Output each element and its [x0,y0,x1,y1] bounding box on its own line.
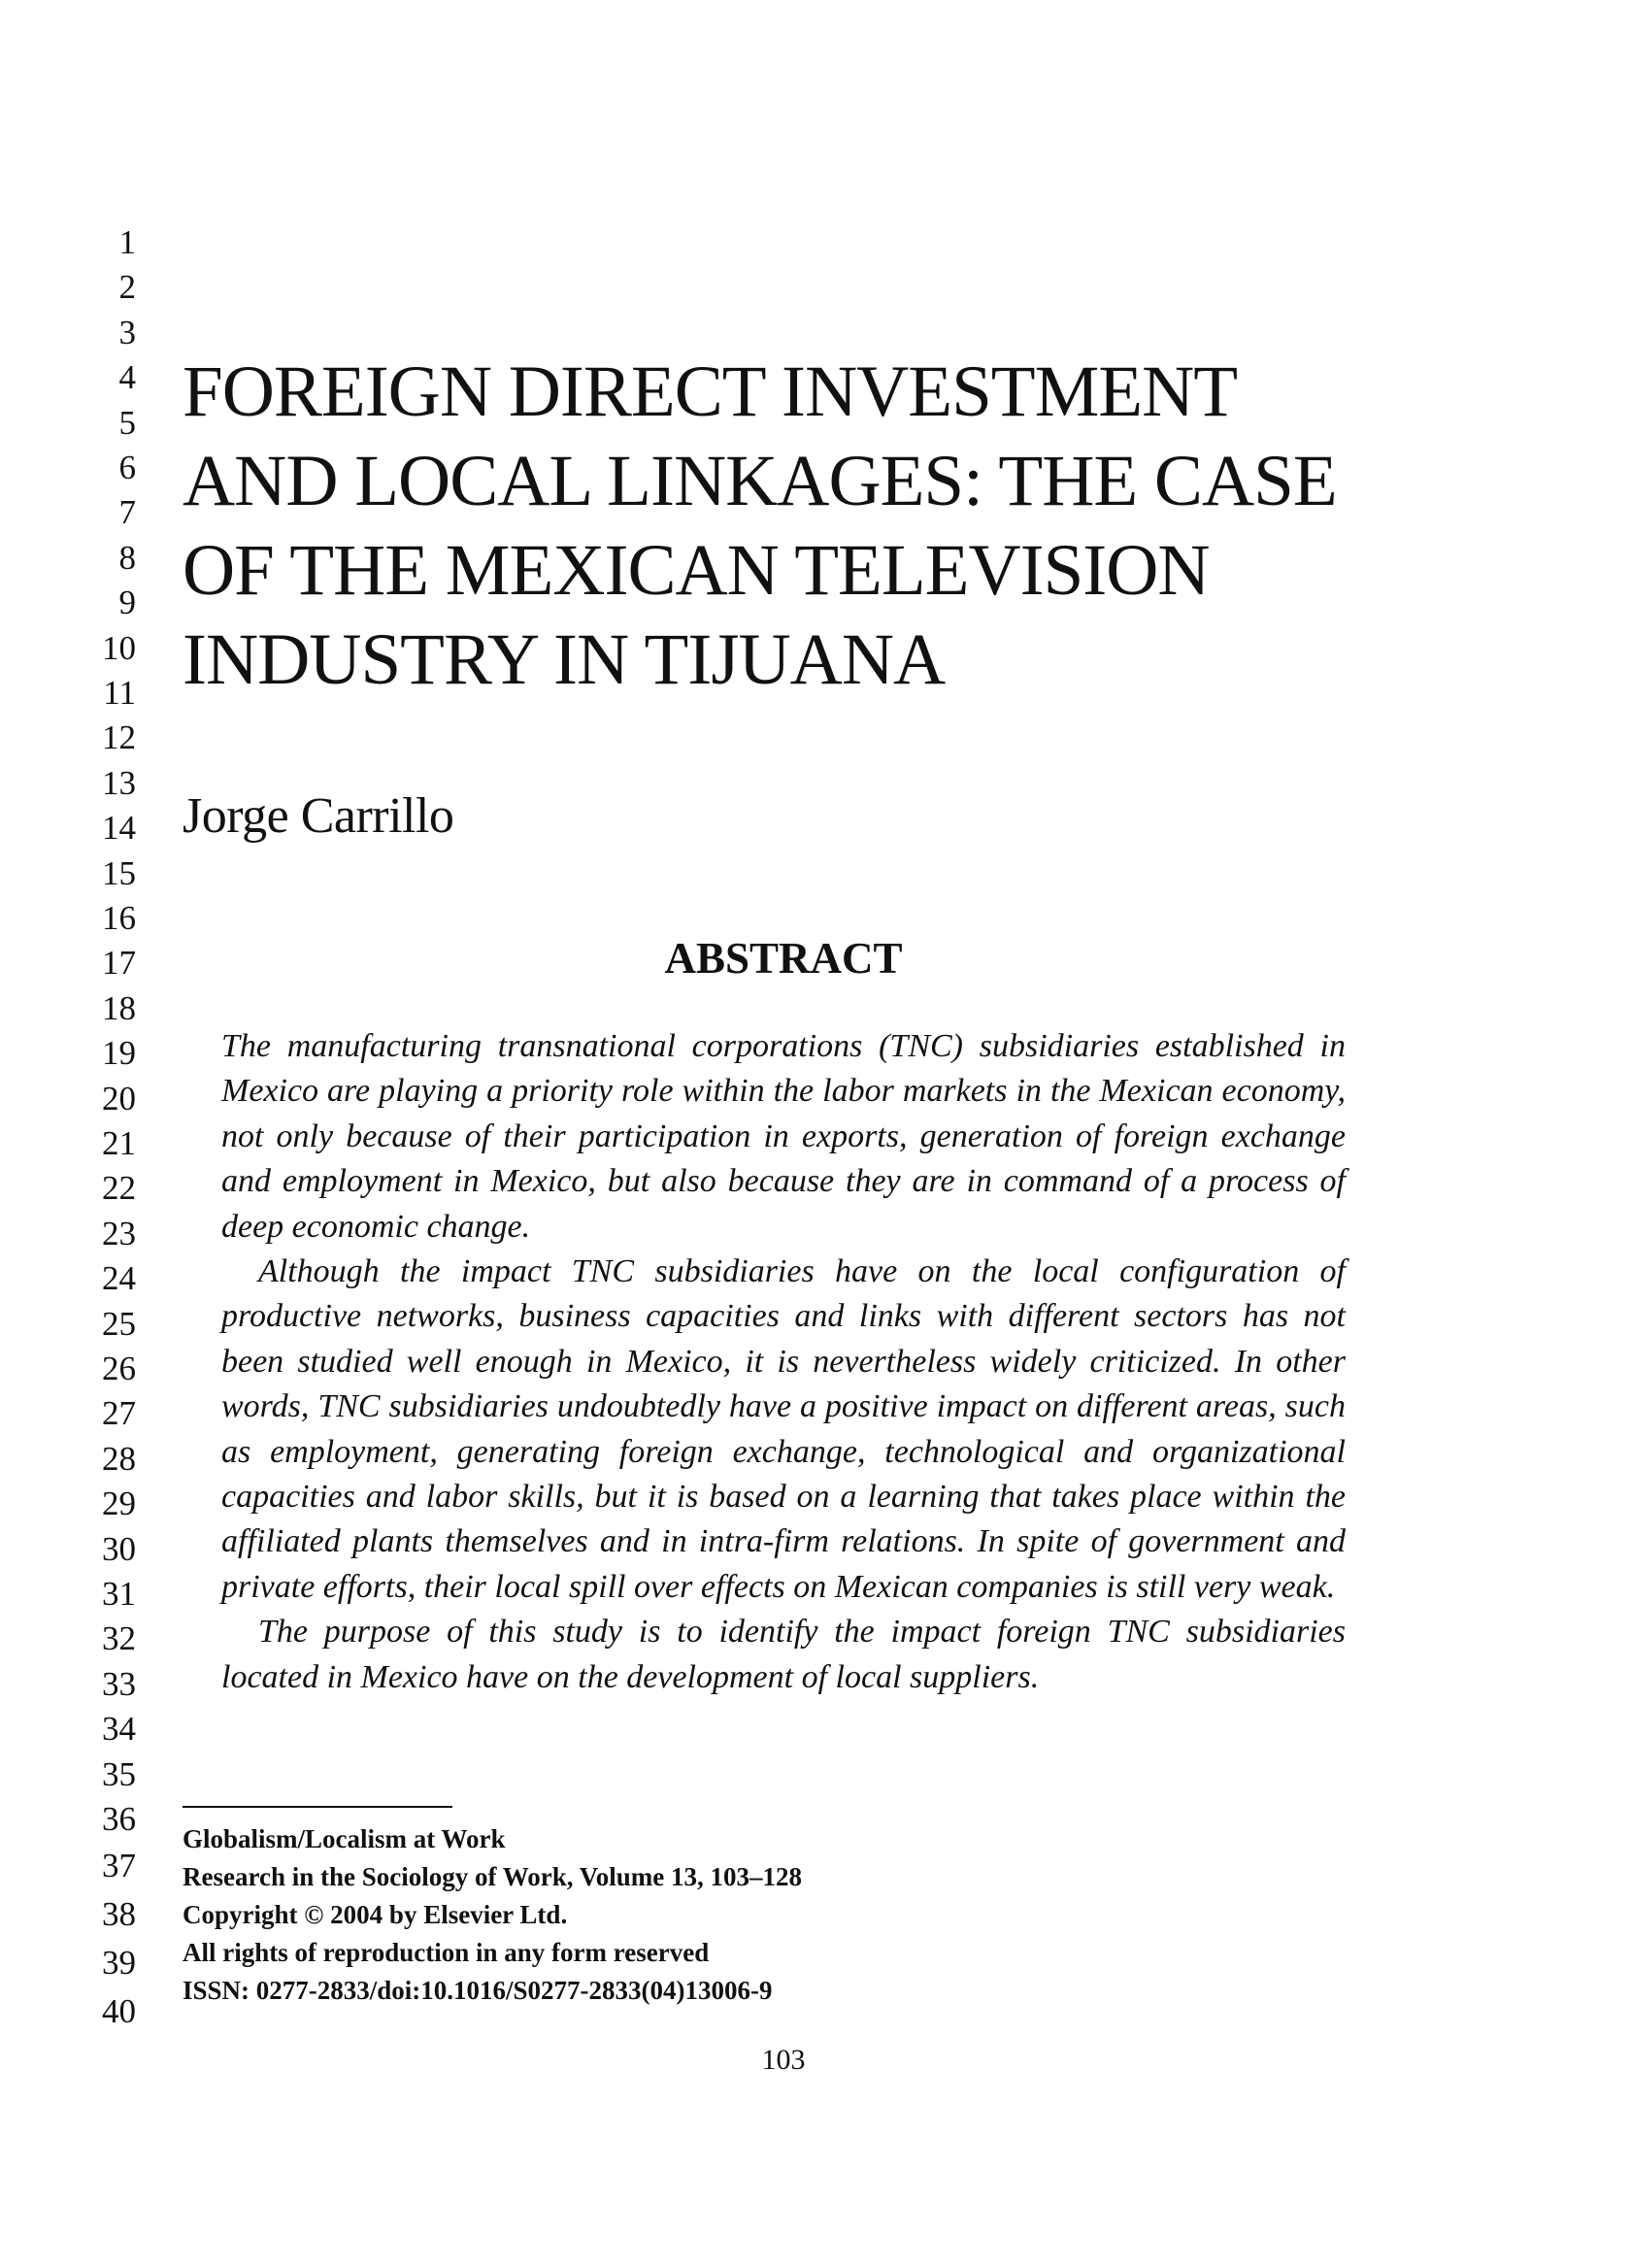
line-number: 1 [118,223,136,261]
footnote-divider [183,1806,452,1808]
line-number: 5 [118,403,136,442]
author-name: Jorge Carrillo [183,788,454,844]
line-number: 36 [102,1800,136,1838]
line-number: 25 [102,1304,136,1343]
line-number: 39 [102,1944,136,1982]
line-number: 19 [102,1034,136,1073]
line-number: 32 [102,1619,136,1658]
line-number: 33 [102,1664,136,1703]
line-number: 29 [102,1484,136,1523]
line-number: 26 [102,1350,136,1387]
line-number: 24 [102,1259,136,1298]
line-number: 34 [102,1710,136,1749]
line-number: 40 [102,1992,136,2030]
line-number: 14 [102,809,136,848]
line-number: 11 [103,674,136,712]
line-number: 31 [102,1575,136,1613]
title-line: OF THE MEXICAN TELEVISION [183,530,1210,611]
line-number: 38 [102,1895,136,1933]
title-line: AND LOCAL LINKAGES: THE CASE [183,441,1337,521]
line-number: 4 [118,358,136,397]
line-number: 17 [102,944,136,983]
footnote-copyright: Copyright © 2004 by Elsevier Ltd. [183,1900,568,1929]
line-number: 27 [102,1394,136,1433]
title-line: INDUSTRY IN TIJUANA [183,619,946,700]
page-number: 103 [761,2044,806,2076]
footnote-series: Research in the Sociology of Work, Volume 13, 103–128 [183,1862,803,1891]
line-number: 9 [118,584,136,622]
abstract-paragraph: Although the impact TNC subsidiaries have on the local configuration of productive networks, business capacities and links with different sectors has not been studied well enough in Mexico, it is nevertheless widely criticized. In other words, TNC subsidiaries undoubtedly have a positive impact on different areas, such as employment, generating foreign exchange, technological and organizational capacities and labor skills, but it is based on a learning that takes place within the affiliated plants themselves and in intra-firm relations. In spite of government and private efforts, their local spill over effects on Mexican companies is still very weak. [221,1253,1346,1605]
line-number: 16 [102,899,136,937]
footnote-rights: All rights of reproduction in any form reserved [183,1938,710,1967]
title-line: FOREIGN DIRECT INVESTMENT [183,351,1238,432]
line-number: 2 [118,268,136,307]
line-number: 23 [102,1214,136,1252]
line-number: 3 [118,313,136,351]
abstract-paragraph: The manufacturing transnational corporations (TNC) subsidiaries established in Mexico are playing a priority role within the labor markets in the Mexican economy, not only because of their participation in exports, generation of foreign exchange and employment in Mexico, but also because they are in command of a process of deep economic change. [221,1028,1346,1245]
line-number: 7 [118,493,136,532]
line-number: 13 [102,763,136,802]
line-number: 35 [102,1754,136,1793]
abstract-body [221,1024,1346,1700]
line-number: 28 [102,1439,136,1478]
line-number: 20 [102,1079,136,1117]
line-number: 10 [102,628,136,667]
line-number: 8 [118,538,136,577]
line-number: 21 [102,1124,136,1162]
line-number: 18 [102,988,136,1027]
paper-title [183,348,1503,705]
line-number: 12 [102,718,136,757]
line-number: 6 [118,449,136,486]
line-number: 30 [102,1529,136,1568]
line-number: 22 [102,1169,136,1208]
abstract-paragraph: The purpose of this study is to identify the impact foreign TNC subsidiaries located in Mexico have on the development of local suppliers. [221,1614,1346,1695]
footnote [183,1820,1153,2010]
footnote-book: Globalism/Localism at Work [183,1824,506,1853]
line-number: 37 [102,1847,136,1884]
line-number: 15 [102,853,136,892]
footnote-issn: ISSN: 0277-2833/doi:10.1016/S0277-2833(04)13006-9 [183,1976,773,2005]
abstract-heading: ABSTRACT [664,934,903,983]
